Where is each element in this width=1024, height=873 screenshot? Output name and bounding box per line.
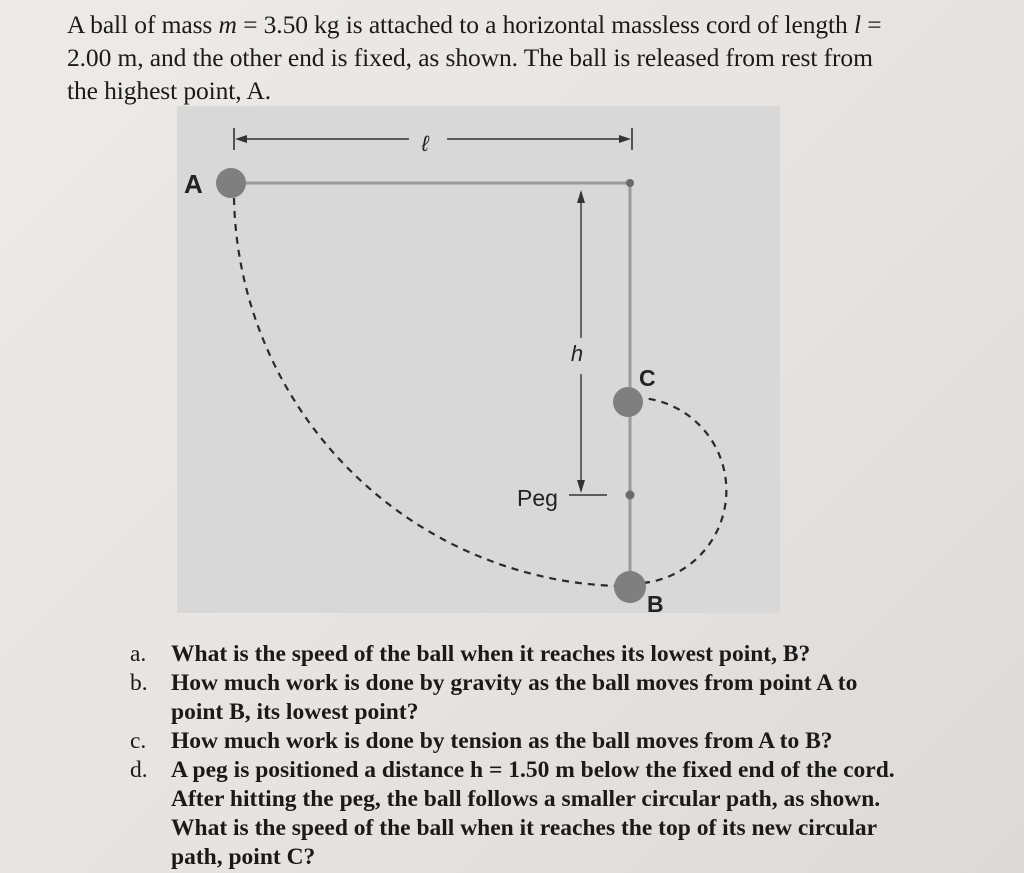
pendulum-diagram bbox=[177, 106, 780, 613]
peg-marker bbox=[626, 491, 635, 500]
question-marker: a. bbox=[130, 641, 147, 667]
problem-statement bbox=[67, 8, 972, 107]
question-a bbox=[130, 640, 990, 669]
fixed-point bbox=[626, 179, 634, 187]
problem-line-3: the highest point, A. bbox=[67, 76, 272, 105]
question-marker: c. bbox=[130, 728, 147, 754]
question-line: What is the speed of the ball when it reaches its lowest point, B? bbox=[171, 641, 811, 667]
ball-at-C bbox=[613, 387, 643, 417]
length-symbol: l bbox=[853, 10, 861, 39]
question-list bbox=[130, 640, 990, 872]
question-c bbox=[130, 727, 990, 756]
question-d bbox=[130, 756, 990, 872]
question-line: How much work is done by tension as the ball moves from A to B? bbox=[171, 728, 833, 754]
question-line: point B, its lowest point? bbox=[171, 699, 419, 725]
question-line: A peg is positioned a distance h = 1.50 m below the fixed end of the cord. bbox=[171, 757, 895, 783]
point-C-label: C bbox=[639, 365, 656, 391]
point-B-label: B bbox=[647, 591, 664, 613]
question-b bbox=[130, 669, 990, 727]
question-marker: b. bbox=[130, 670, 148, 696]
question-line: How much work is done by gravity as the ball moves from point A to bbox=[171, 670, 858, 696]
problem-line-1: A ball of mass m = 3.50 kg is attached to a horizontal massless cord of length l = bbox=[67, 10, 882, 39]
question-line: path, point C? bbox=[171, 844, 316, 870]
problem-line-2: 2.00 m, and the other end is fixed, as shown. The ball is released from rest from bbox=[67, 43, 873, 72]
point-A-label: A bbox=[184, 169, 203, 199]
peg-label: Peg bbox=[517, 485, 558, 511]
question-line: What is the speed of the ball when it reaches the top of its new circular bbox=[171, 815, 878, 841]
ball-at-A bbox=[216, 168, 246, 198]
h-label: h bbox=[570, 341, 584, 366]
question-marker: d. bbox=[130, 757, 148, 783]
question-line: After hitting the peg, the ball follows a smaller circular path, as shown. bbox=[171, 786, 881, 812]
length-label: ℓ bbox=[421, 131, 429, 156]
ball-at-B bbox=[614, 571, 646, 603]
mass-symbol: m bbox=[218, 10, 237, 39]
